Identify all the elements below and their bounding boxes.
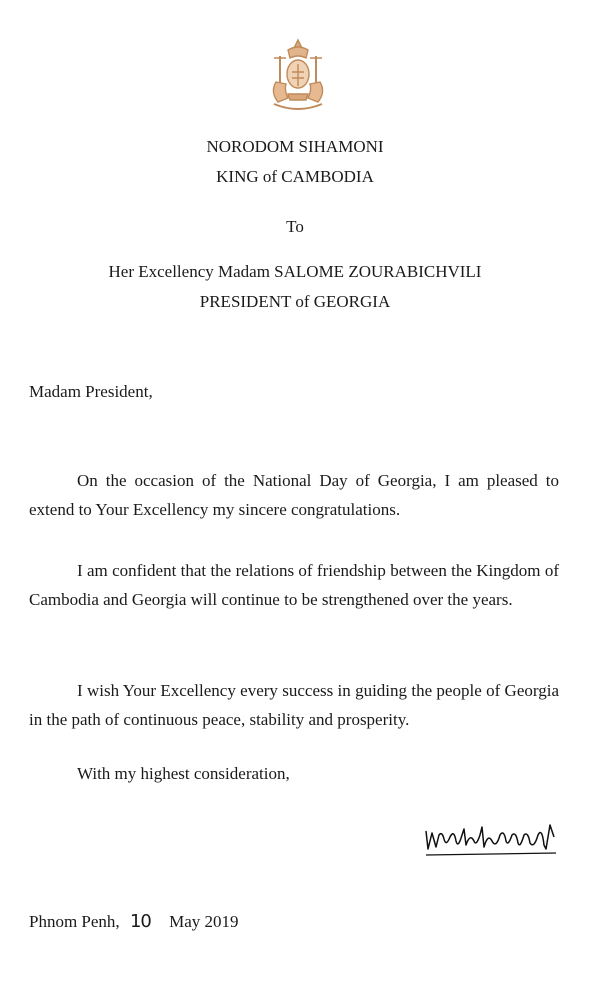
paragraph: On the occasion of the National Day of Georgia, I am pleased to extend to Your Excellency my sincere congratulations. — [29, 471, 559, 519]
closing-line: With my highest consideration, — [77, 764, 290, 783]
royal-emblem — [258, 36, 338, 116]
paragraph: I wish Your Excellency every success in guiding the people of Georgia in the path of continuous peace, stability and prosperity. — [29, 681, 559, 729]
recipient-title: PRESIDENT of GEORGIA — [199, 292, 391, 311]
handwritten-day: 10 — [129, 911, 151, 932]
signature — [424, 815, 564, 860]
month-year: May 2019 — [169, 912, 239, 931]
to-label: To — [286, 217, 304, 236]
salutation: Madam President, — [29, 382, 153, 401]
place: Phnom Penh, — [29, 912, 120, 931]
recipient-name: Her Excellency Madam SALOME ZOURABICHVILI — [108, 262, 482, 281]
place-date — [29, 911, 239, 932]
sender-name: NORODOM SIHAMONI — [206, 137, 384, 156]
paragraph: I am confident that the relations of friendship between the Kingdom of Cambodia and Georgia will continue to be strengthened over the years. — [29, 561, 559, 609]
sender-title: KING of CAMBODIA — [216, 167, 374, 186]
royal-arms-of-cambodia-icon — [258, 36, 338, 116]
